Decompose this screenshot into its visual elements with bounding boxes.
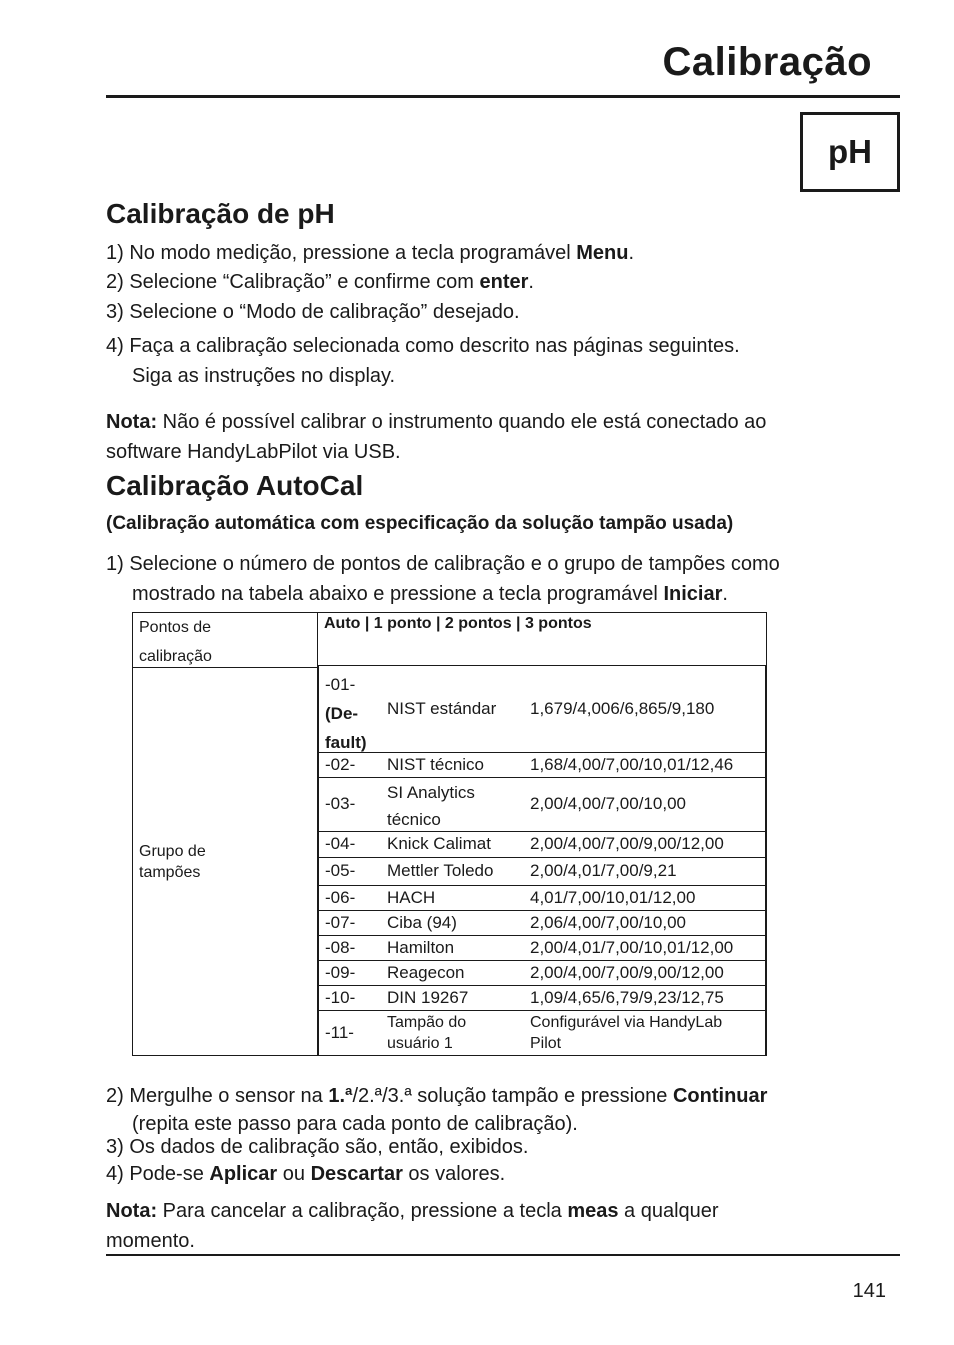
table-row <box>319 857 765 886</box>
table-header-label-line1: Pontos de <box>139 619 212 636</box>
table-row <box>319 885 765 911</box>
table-row <box>319 935 765 961</box>
row-code: -07- <box>325 912 356 932</box>
section-heading-autocal: Calibração AutoCal <box>106 470 364 501</box>
table-row <box>319 1010 765 1056</box>
table-row <box>319 752 765 778</box>
step-2-end: . <box>528 271 534 293</box>
row-code-line2: (De- <box>325 704 359 723</box>
autocal-step-4 <box>106 1163 505 1186</box>
table-row <box>319 960 765 986</box>
row-buffer-name: HACH <box>387 887 436 907</box>
row-buffer-values <box>530 1012 722 1054</box>
row-code: -06- <box>325 887 356 907</box>
note-text: Para cancelar a calibração, pressione a tecla <box>157 1200 568 1222</box>
table-header-value-text: Auto | 1 ponto | 2 pontos | 3 pontos <box>324 615 592 632</box>
row-buffer-values: 1,09/4,65/6,79/9,23/12,75 <box>530 987 724 1007</box>
note-label: Nota: <box>106 1200 158 1222</box>
row-buffer-name: NIST estándar <box>387 699 497 718</box>
row-code: -04- <box>325 834 356 853</box>
table-row <box>319 777 765 832</box>
table-row <box>319 831 765 858</box>
step-4-text: 4) Faça a calibração selecionada como descrito nas páginas seguintes. <box>106 335 740 357</box>
row-buffer-values-line1: Configurável via HandyLab <box>530 1014 723 1031</box>
iniciar-key-label: Iniciar <box>663 583 723 605</box>
row-buffer-values: 2,00/4,00/7,00/10,00 <box>530 794 686 813</box>
row-code: -08- <box>325 937 356 957</box>
enter-key-label: enter <box>479 271 529 293</box>
row-buffer-name: Knick Calimat <box>387 834 491 853</box>
table-label-column <box>132 612 318 1056</box>
first-buffer-label: 1.ª <box>328 1085 353 1107</box>
row-buffer-values: 2,00/4,00/7,00/9,00/12,00 <box>530 962 724 982</box>
autocal-step-1-continuation: mostrado na tabela abaixo e pressione a tecla programável <box>132 583 664 605</box>
header-rule <box>106 95 900 98</box>
row-code: -09- <box>325 962 356 982</box>
page-number: 141 <box>852 1280 886 1302</box>
descartar-key-label: Descartar <box>310 1163 403 1185</box>
row-buffer-name: Hamilton <box>387 937 455 957</box>
step-3: 3) Selecione o “Modo de calibração” desejado. <box>106 301 520 323</box>
row-buffer-values: 1,68/4,00/7,00/10,01/12,46 <box>530 754 734 774</box>
table-header-value <box>318 612 767 666</box>
autocal-step-1 <box>106 549 780 609</box>
step-1-end: . <box>628 242 635 264</box>
row-buffer-name-line1: Tampão do <box>387 1014 467 1031</box>
step-2 <box>106 271 534 294</box>
row-code: -11- <box>325 1022 354 1042</box>
row-buffer-name <box>387 779 475 833</box>
row-code: -03- <box>325 794 356 813</box>
menu-key-label: Menu <box>576 242 629 264</box>
continuar-key-label: Continuar <box>672 1085 768 1107</box>
aplicar-key-label: Aplicar <box>209 1163 278 1185</box>
autocal-step-2 <box>106 1082 767 1138</box>
table-label-divider <box>133 667 317 668</box>
table-group-label <box>139 841 206 883</box>
row-buffer-values: 2,00/4,00/7,00/9,00/12,00 <box>530 834 724 853</box>
note-text-line2: momento. <box>106 1230 195 1252</box>
page-title: Calibração <box>662 40 872 84</box>
table-row <box>319 666 765 753</box>
row-code <box>325 670 367 757</box>
row-code: -05- <box>325 861 356 880</box>
table-group-label-line2: tampões <box>139 864 201 881</box>
row-buffer-name-line2: usuário 1 <box>387 1035 453 1052</box>
note-usb <box>106 407 766 467</box>
table-row <box>319 910 765 936</box>
row-buffer-name <box>387 1012 466 1054</box>
row-buffer-name-line2: técnico <box>387 810 441 829</box>
row-buffer-values: 2,00/4,01/7,00/9,21 <box>530 861 677 880</box>
meas-key-label: meas <box>567 1200 619 1222</box>
row-buffer-name: Ciba (94) <box>387 912 457 932</box>
row-buffer-values: 2,00/4,01/7,00/10,01/12,00 <box>530 937 734 957</box>
row-buffer-name: Mettler Toledo <box>387 861 494 880</box>
step-4 <box>106 331 740 391</box>
autocal-step-1-end: . <box>722 583 728 605</box>
row-buffer-name: NIST técnico <box>387 754 485 774</box>
autocal-step-4-text: 4) Pode-se <box>106 1163 210 1185</box>
table-header-label <box>139 613 212 671</box>
note-label: Nota: <box>106 411 158 433</box>
row-buffer-values-line2: Pilot <box>530 1035 562 1052</box>
row-code-line3: fault) <box>325 733 367 752</box>
row-buffer-name-line1: SI Analytics <box>387 783 475 802</box>
step-4-continuation: Siga as instruções no display. <box>132 365 396 387</box>
row-buffer-name: Reagecon <box>387 962 465 982</box>
note-text-end: a qualquer <box>618 1200 719 1222</box>
ph-section-tab <box>800 112 900 192</box>
row-buffer-values: 2,06/4,00/7,00/10,00 <box>530 912 686 932</box>
footer-rule <box>106 1254 900 1256</box>
buffer-table <box>318 666 767 1056</box>
autocal-subheading: (Calibração automática com especificação da solução tampão usada) <box>106 513 734 534</box>
row-buffer-name: DIN 19267 <box>387 987 469 1007</box>
step-2-text: 2) Selecione “Calibração” e confirme com <box>106 271 480 293</box>
row-code: -10- <box>325 987 356 1007</box>
note-text: Não é possível calibrar o instrumento quando ele está conectado ao <box>157 411 767 433</box>
note-cancel <box>106 1196 719 1256</box>
ph-tab-label: pH <box>828 133 872 170</box>
table-row <box>319 985 765 1011</box>
autocal-step-4-end: os valores. <box>402 1163 506 1185</box>
step-1-text: 1) No modo medição, pressione a tecla programável <box>106 242 577 264</box>
note-text-line2: software HandyLabPilot via USB. <box>106 441 401 463</box>
section-heading-ph-calibration: Calibração de pH <box>106 198 335 229</box>
row-code: -02- <box>325 754 356 774</box>
autocal-step-1-text: 1) Selecione o número de pontos de calibração e o grupo de tampões como <box>106 553 780 575</box>
row-buffer-values: 1,679/4,006/6,865/9,180 <box>530 699 715 718</box>
autocal-step-3: 3) Os dados de calibração são, então, exibidos. <box>106 1136 529 1158</box>
autocal-step-2-text: 2) Mergulhe o sensor na <box>106 1085 329 1107</box>
autocal-step-2-continuation: (repita este passo para cada ponto de calibração). <box>132 1113 578 1135</box>
row-buffer-values: 4,01/7,00/10,01/12,00 <box>530 887 696 907</box>
step-1 <box>106 242 634 265</box>
autocal-step-4-mid: ou <box>277 1163 311 1185</box>
autocal-step-2-mid: /2.ª/3.ª solução tampão e pressione <box>352 1085 673 1107</box>
table-header-label-line2: calibração <box>139 648 212 665</box>
row-code-line1: -01- <box>325 675 356 694</box>
table-group-label-line1: Grupo de <box>139 843 206 860</box>
